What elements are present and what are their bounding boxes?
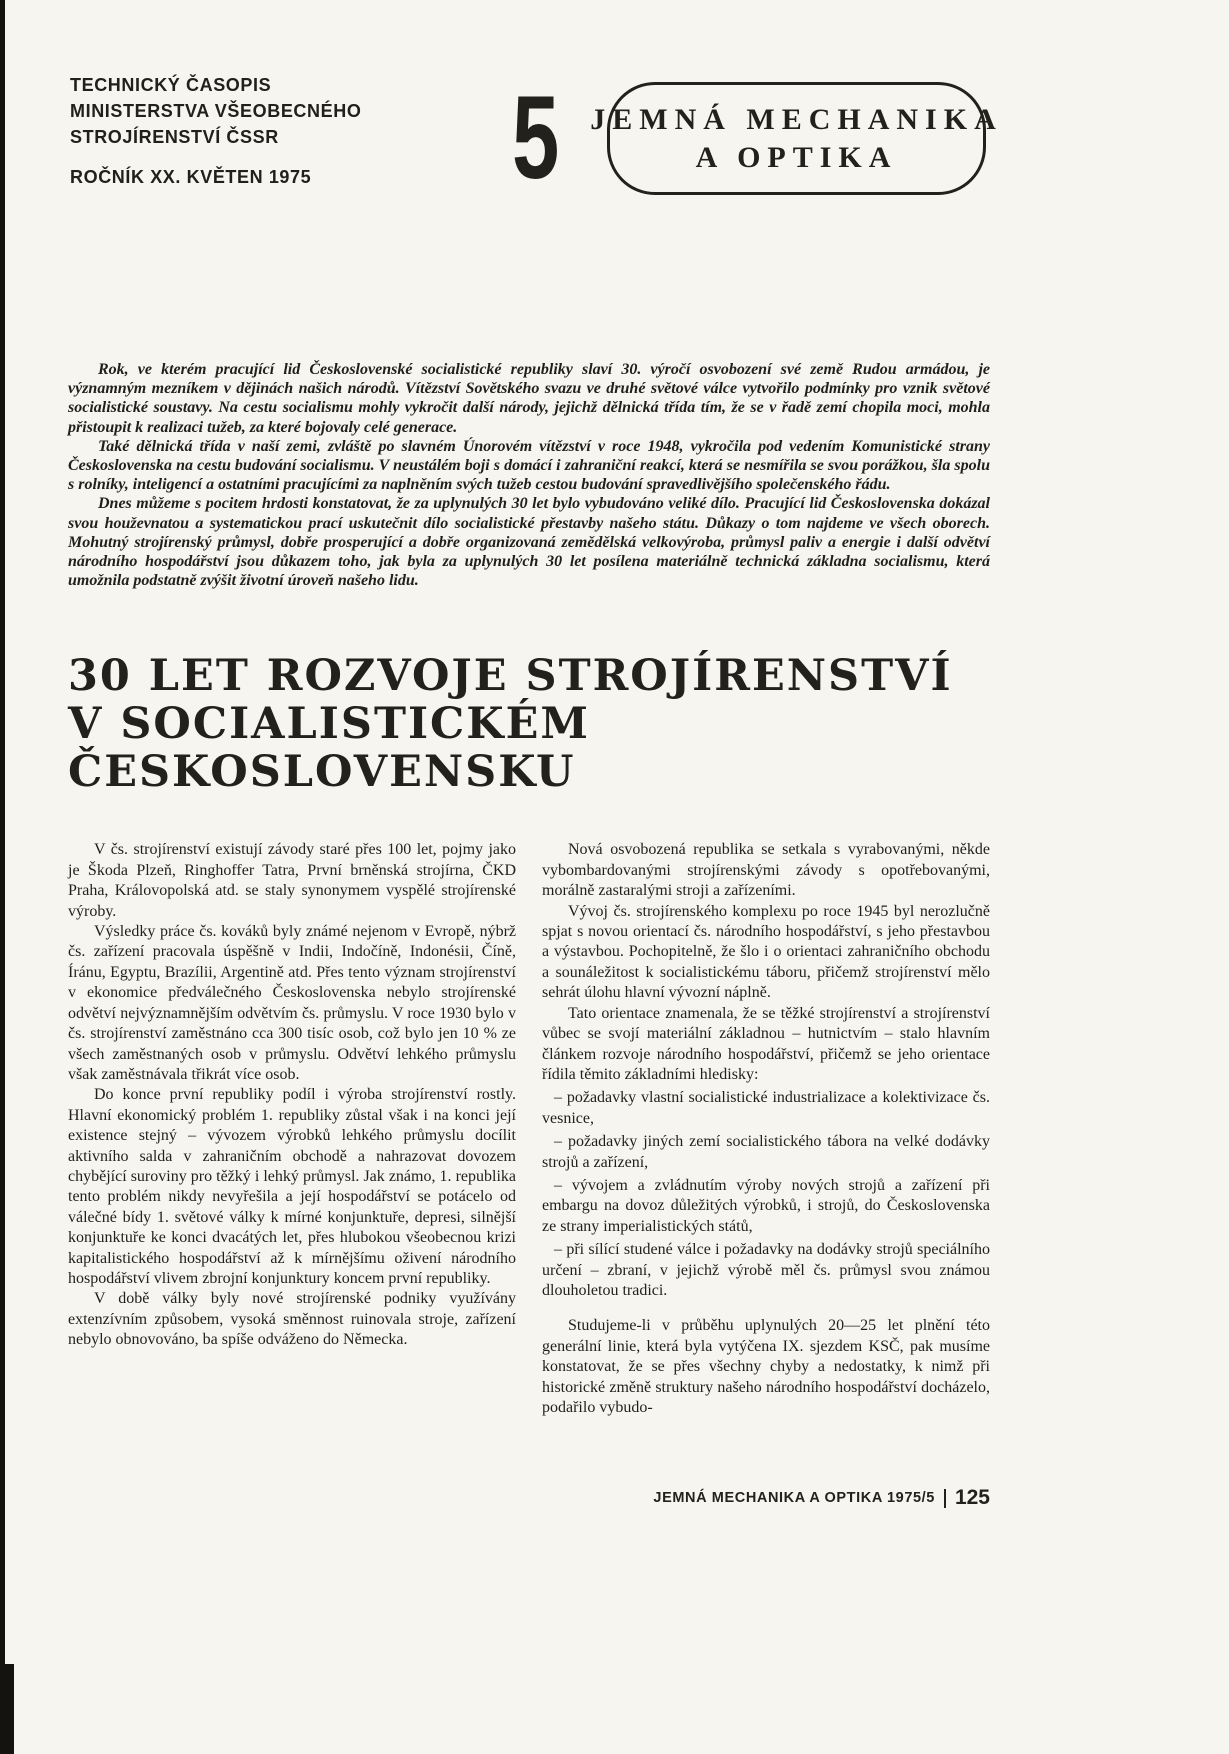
page-number: 125 [954,1486,990,1509]
editorial-intro [68,360,990,590]
left-column [68,840,516,1418]
article-title-line-1: 30 LET ROZVOJE STROJÍRENSTVÍ [68,651,953,702]
scan-edge-artifact [0,0,5,1754]
publisher-line-3: STROJÍRENSTVÍ ČSSR [70,127,279,147]
journal-title-line-2: A OPTIKA [695,140,898,174]
article-title-line-2: V SOCIALISTICKÉM ČESKOSLOVENSKU [68,699,591,798]
body-paragraph: Do konce první republiky podíl i výroba strojírenství rostly. Hlavní ekonomický problém 1. republiky zůstal však i na konci její existence stejný – vývozem výrobků lehkého průmyslu docílit aktivního salda v zahraničním obchodě a nahrazovat dovozem chybějící suroviny pro těžký i lehký průmysl. Jak známo, 1. republika tento problém nikdy nevyřešila a její hospodářství se potácelo od válečné bídy 1. světové války k mírné konjunktuře, depresi, silnější konjunktuře ke konci dvacátých let, přes hlubokou všeobecnou krizi kapitalistického hospodářství až k mírnějšímu oživení národního hospodářství vlivem zbrojní konjunktury koncem první republiky. [68,1086,516,1287]
publisher-line-1: TECHNICKÝ ČASOPIS [70,75,272,95]
body-paragraph: Nová osvobozená republika se setkala s vyrabovanými, někde vybombardovanými strojírenskými závody s opotřebovanými, morálně zastaralými stroji a zařízeními. [542,841,990,900]
body-paragraph: Tato orientace znamenala, že se těžké strojírenství a strojírenství vůbec se svojí materiální základnou – hutnictvím – stalo hlavním článkem rozvoje národního hospodářství, přičemž se jeho orientace řídila těmito základními hledisky: [542,1004,990,1083]
footer-journal-reference: JEMNÁ MECHANIKA A OPTIKA 1975/5 [653,1490,935,1506]
footer-divider [944,1489,946,1508]
body-paragraph: Studujeme-li v průběhu uplynulých 20—25 let plnění této generální linie, která byla vytýčena IX. sjezdem KSČ, pak musíme konstatovat, že se přes všechny chyby a nedostatky, k nimž při historické změně struktury našeho národního hospodářství docházelo, podařilo vybudo- [542,1317,990,1416]
body-paragraph: V době války byly nové strojírenské podniky využívány extenzívním způsobem, vysoká směnnost ruinovala stroje, zařízení nebylo obnovováno, ba spíše odváženo do Německa. [68,1290,516,1349]
article-body [68,840,990,1418]
page-content [68,0,990,1418]
journal-title-line-1: JEMNÁ MECHANIKA [590,102,1003,136]
page-footer [653,1486,990,1510]
bullet-item: – při sílící studené válce i požadavky na dodávky strojů speciálního určení – zbraní, v jejichž výrobě měl čs. průmysl svou známou dlouholetou tradici. [542,1241,990,1299]
bullet-item: – vývojem a zvládnutím výroby nových strojů a zařízení při embargu na dovoz důležitých výrobků, i strojů, do Československa ze strany imperialistických států, [542,1176,990,1235]
bullet-item: – požadavky jiných zemí socialistického tábora na velké dodávky strojů a zařízení, [542,1133,990,1171]
issue-number: 5 [512,72,560,204]
bullet-item: – požadavky vlastní socialistické industrializace a kolektivizace čs. vesnice, [542,1089,990,1127]
body-paragraph: Výsledky práce čs. kováků byly známé nejenom v Evropě, nýbrž čs. zařízení pracovala úspěšně v Indii, Indočíně, Indonésii, Číně, Íránu, Egyptu, Brazílii, Argentině atd. Přes tento význam strojírenství v ekonomice předválečného Československa nebylo strojírenské odvětví nejvýznamnějším odvětvím čs. průmyslu. V roce 1930 bylo v čs. strojírenství zaměstnáno cca 300 tisíc osob, což bylo jen 10 % ze všech zaměstnaných osob v průmyslu. Odvětví lehkého průmyslu však zaměstnávala třikrát více osob. [68,923,516,1083]
body-paragraph: Vývoj čs. strojírenského komplexu po roce 1945 byl nerozlučně spjat s novou orientací čs. národního hospodářství, s jeho přestavbou a výstavbou. Pochopitelně, že šlo i o orientaci zahraničního obchodu a sounáležitost k socialistickému táboru, přičemž strojírenství mělo sehrát úlohu hlavní vývozní náplně. [542,902,990,1002]
intro-paragraph: Také dělnická třída v naší zemi, zvláště po slavném Únorovém vítězství v roce 1948, vykročila pod vedením Komunistické strany Československa na cestu budování socialismu. V neustálém boji s domácí i zahraniční reakcí, která se nesmířila se svou porážkou, šla spolu s rolníky, inteligencí a ostatními pracujícími za naplněním svých tužeb cestou budování spravedlivějšího společenského řádu. [68,437,990,494]
publisher-line-2: MINISTERSTVA VŠEOBECNÉHO [70,101,362,121]
body-paragraph: V čs. strojírenství existují závody staré přes 100 let, pojmy jako je Škoda Plzeň, Ringhoffer Tatra, První brněnská strojírna, ČKD Praha, Královopolská atd. se staly synonymem vyspělé strojírenské výroby. [68,841,516,920]
article-title [68,652,990,796]
volume-date-line: ROČNÍK XX. KVĚTEN 1975 [70,167,312,187]
intro-paragraph: Dnes můžeme s pocitem hrdosti konstatovat, že za uplynulých 30 let bylo vybudováno veliké dílo. Pracující lid Československa dokázal svou houževnatou a systematickou prací uskutečnit dílo socialistické přestavby našeho státu. Důkazy o tom najdeme ve všech oborech. Mohutný strojírenský průmysl, dobře prosperující a dobře organizovaná zemědělská velkovýroba, průmysl paliv a energie i další odvětví národního hospodářství jsou důkazem toho, jak byla za uplynulých 30 let posílena materiálně technická základna socialismu, která umožnila podstatně zvýšit životní úroveň našeho lidu. [68,495,990,590]
intro-paragraph: Rok, ve kterém pracující lid Československé socialistické republiky slaví 30. výročí osvobození své země Rudou armádou, je významným mezníkem v dějinách našich národů. Vítězství Sovětského svazu ve druhé světové válce vytvořilo podmínky pro vznik světové socialistické soustavy. Na cestu socialismu mohly vykročit další národy, jejichž dělnická třída tím, že se v řadě zemí chopila moci, mohla přistoupit k realizaci tužeb, za které bojovaly celé generace. [68,361,990,436]
scan-edge-bottom-artifact [0,1664,14,1754]
right-column [542,840,990,1418]
